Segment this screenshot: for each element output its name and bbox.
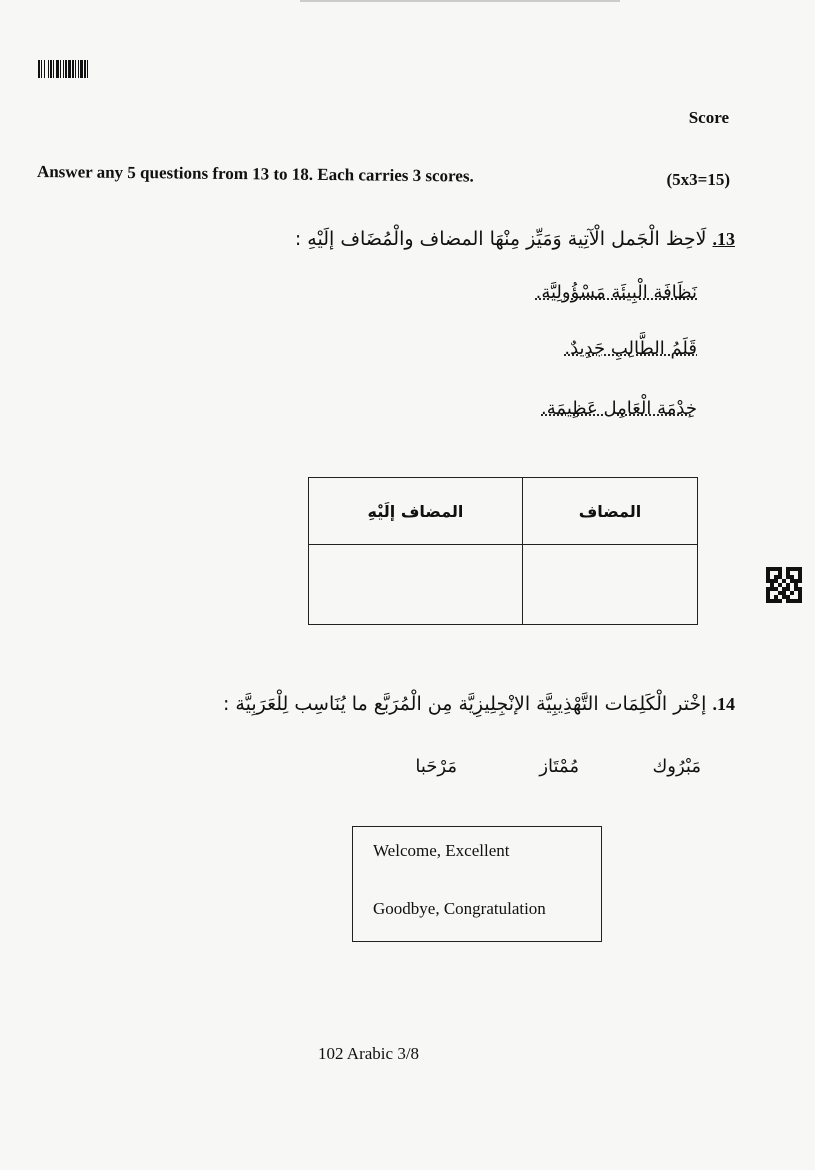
qr-module: [798, 599, 802, 603]
word-mumtaz: مُمْتَاز: [539, 756, 579, 777]
box-line-2: Goodbye, Congratulation: [373, 899, 546, 918]
question-13-number: 13.: [712, 229, 735, 249]
question-13: [295, 228, 735, 250]
answer-cell-mudaf-ilayhi[interactable]: [309, 545, 523, 625]
instructions: Answer any 5 questions from 13 to 18. Each carries 3 scores.: [36, 162, 474, 186]
box-line-1: Welcome, Excellent: [373, 841, 510, 860]
english-words-box: [352, 826, 602, 942]
answer-cell-mudaf[interactable]: [522, 545, 697, 625]
word-mabrook: مَبْرُوك: [652, 756, 701, 777]
word-marhaba: مَرْحَبا: [415, 756, 457, 777]
barcode-bar: [88, 60, 90, 78]
header-mudaf: المضاف: [522, 478, 697, 545]
sentence-1: نَظَافَة الْبِيئَة مَسْؤُولِيَّة.: [535, 282, 697, 303]
score-label: Score: [688, 108, 729, 127]
sentence-3: خِدْمَة الْعَامِل عَظِيمَة.: [541, 398, 697, 419]
question-14-number: 14.: [712, 694, 735, 714]
page-footer: 102 Arabic 3/8: [318, 1044, 420, 1063]
question-13-prompt: لَاحِظ الْجَمل الْآتِية وَمَيِّز مِنْهَا المضاف والْمُضَاف إلَيْهِ :: [294, 228, 707, 250]
answer-table: [308, 477, 698, 625]
scan-top-edge: [300, 0, 620, 2]
qr-code: [766, 567, 802, 603]
question-14: [223, 693, 735, 715]
sentence-2: قَلَمُ الطَّالِبِ جَدِيدٌ.: [564, 338, 697, 359]
marks-allocation: (5x3=15): [666, 170, 730, 189]
header-mudaf-ilayhi: المضاف إلَيْهِ: [309, 478, 523, 545]
question-14-prompt: إخْتر الْكَلِمَات التَّهْذِيبِيَّة الإنْجِلِيزِيَّة مِن الْمُرَبَّع ما يُنَاسِب لِلْعَرَبِيَّة :: [222, 693, 707, 715]
barcode: [38, 60, 120, 78]
